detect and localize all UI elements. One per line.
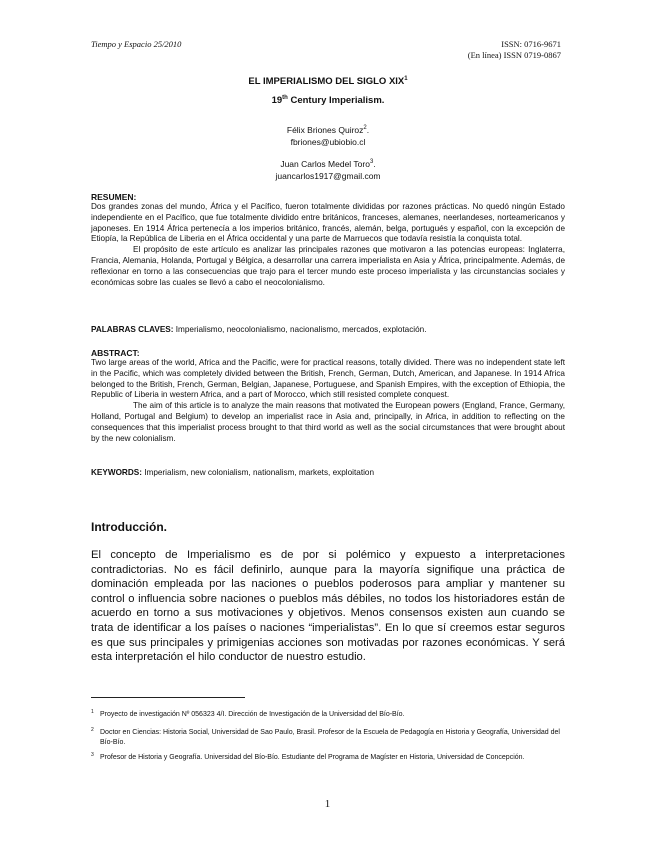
author-email: fbriones@ubiobio.cl — [290, 137, 366, 147]
subtitle-ordinal: th — [282, 94, 288, 101]
page-number: 1 — [324, 798, 331, 810]
abstract-paragraph: The aim of this article is to analyze the main reasons that motivated the European powers (England, France, Germany, Holland, Portugal and Belgium) to develop an imperialist race in Asia and, principally, in Africa, in addition to reflecting on the consequences that this imperialist process brought to that third world as well as the social circumstances that were brought about by the new colonialism. — [91, 401, 565, 443]
issn-print: ISSN: 0716-9671 — [501, 39, 561, 49]
subtitle-number: 19 — [271, 95, 283, 106]
abstract-paragraph: Two large areas of the world, Africa and the Pacific, were for practical reasons, totally divided. There was no independent state left in the Pacific, which was completely divided between the British, French, German, Dutch, American, and Japanese. In 1914 Africa belonged to the British, French, German, Belgian, Japanese, Portuguese, and Spanish Empires, with the exception of Ethiopia, the Republic of Liberia in western Africa, and a part of Morocco, which still resisted complete conquest. — [91, 358, 565, 400]
resumen-paragraph: El propósito de este artículo es analizar las principales razones que motivaron a las potencias europeas: Inglaterra, Francia, Alemania, Holanda, Portugal y Bélgica, a desarrollar una carrera imperialista en Asia y África, principalmente. Además, de reflexionar en torno a las consecuencias que trajo para el tercer mundo este proceso imperialista y las circunstancias sociales y económicas sobre las cuales se llevó a cabo el neocolonialismo. — [91, 245, 565, 287]
palabras-text: Imperialismo, neocolonialismo, nacionalismo, mercados, explotación. — [173, 325, 427, 334]
intro-paragraph: El concepto de Imperialismo es de por si polémico y expuesto a interpretaciones contradictorias. No es fácil definirlo, aunque para la mayoría signifique una práctica de dominación empleada por las naciones o pueblos poderosos para ampliar y mantener su control o influencia sobre naciones o pueblos más débiles, no todos los historiadores están de acuerdo en torno a sus motivaciones y objetivos. Menos consensos existen aun cuando se trata de identificar a los países o naciones “imperialistas”. En lo que sí creemos estar seguros es que sus principales y primigenias acciones son motivadas por razones económicas. Y será esta interpretación el hilo conductor de nuestro estudio. — [91, 549, 565, 664]
abstract-heading: ABSTRACT: — [91, 348, 140, 358]
issn-online: (En línea) ISSN 0719-0867 — [467, 50, 561, 60]
keywords — [91, 468, 565, 477]
palabras-claves — [91, 325, 565, 334]
resumen-paragraph: Dos grandes zonas del mundo, África y el Pacífico, fueron totalmente divididas por razones prácticas. No quedó ningún Estado independiente en el Pacífico, que fue totalmente dividido entre británicos, franceses, alemanes, neerlandeses, norteamericanos y japoneses. En 1914 África pertenecía a los imperios británico, francés, alemán, belga, portugués y español, con la excepción de Etiopía, la República de Liberia en el África occidental y una parte de Marruecos que todavía resistía la conquista total. — [91, 202, 565, 244]
author-name-text: Juan Carlos Medel Toro — [280, 159, 370, 169]
footnote-text: Profesor de Historia y Geografía. Universidad del Bío-Bío. Estudiante del Programa de Magíster en Historia, Universidad de Concepción. — [100, 754, 525, 761]
author-email: juancarlos1917@gmail.com — [275, 171, 381, 181]
author-name — [90, 158, 566, 170]
resumen-body — [91, 202, 565, 288]
abstract-body — [91, 358, 565, 444]
author-block — [90, 124, 566, 148]
title-footnote-ref: 1 — [404, 75, 408, 82]
article-title — [90, 76, 566, 87]
author-name — [90, 124, 566, 136]
article-subtitle — [90, 95, 566, 106]
journal-header: Tiempo y Espacio 25/2010 — [91, 39, 182, 49]
title-text: EL IMPERIALISMO DEL SIGLO XIX — [248, 76, 405, 87]
footnote-number: 1 — [91, 709, 94, 715]
footnote — [91, 728, 565, 747]
author-name-text: Félix Briones Quiroz — [286, 125, 364, 135]
footnote — [91, 753, 565, 763]
author-name-trail: . — [366, 125, 370, 135]
author-footnote-ref: 2 — [363, 125, 367, 132]
issn-header — [468, 39, 561, 61]
author-block — [90, 158, 566, 182]
footnote-text: Doctor en Ciencias: Historia Social, Universidad de Sao Paulo, Brasil. Profesor de la Escuela de Pedagogía en Historia y Geografía, Universidad del Bío-Bío. — [100, 729, 560, 746]
footnote — [91, 710, 565, 720]
intro-heading: Introducción. — [91, 520, 167, 534]
footnote-rule — [91, 697, 245, 698]
footnote-number: 3 — [91, 752, 94, 758]
footnote-text: Proyecto de investigación Nº 056323 4/I. Dirección de Investigación de la Universidad del Bío-Bío. — [100, 711, 405, 718]
resumen-heading: RESUMEN: — [91, 192, 137, 202]
footnote-number: 2 — [91, 727, 94, 733]
keywords-text: Imperialism, new colonialism, nationalism, markets, exploitation — [141, 468, 375, 477]
author-name-trail: . — [373, 159, 376, 169]
subtitle-text: Century Imperialism. — [287, 95, 385, 106]
palabras-label: PALABRAS CLAVES: — [91, 325, 174, 334]
author-footnote-ref: 3 — [369, 159, 374, 166]
keywords-label: KEYWORDS: — [91, 468, 142, 477]
